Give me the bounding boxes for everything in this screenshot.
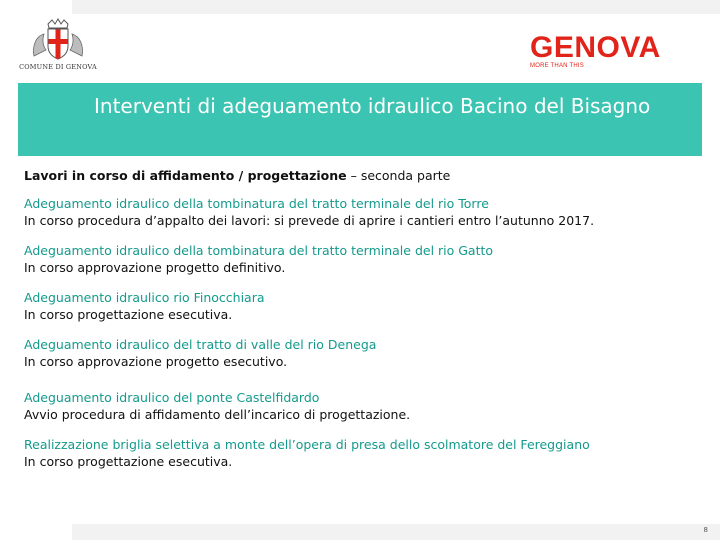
item-status: Avvio procedura di affidamento dell’incarico di progettazione.: [24, 407, 411, 422]
page-number: 8: [703, 526, 708, 534]
item-status: In corso progettazione esecutiva.: [24, 454, 233, 469]
item-status: In corso procedura d’appalto dei lavori: si prevede di aprire i cantieri entro l’autunno 2017.: [24, 213, 595, 228]
title-bar: [18, 83, 702, 156]
item-title: Adeguamento idraulico della tombinatura del tratto terminale del rio Torre: [24, 195, 489, 211]
genova-brand-logo: [530, 31, 702, 74]
section-subtitle: [24, 167, 704, 185]
list-item: [24, 195, 704, 230]
list-item: [24, 436, 704, 471]
item-title: Adeguamento idraulico della tombinatura del tratto terminale del rio Gatto: [24, 242, 494, 258]
subtitle-bold: Lavori in corso di affidamento / progettazione: [24, 168, 347, 183]
subtitle-rest: – seconda parte: [346, 168, 451, 183]
crest-label: COMUNE DI GENOVA: [19, 63, 97, 71]
item-title: Adeguamento idraulico del ponte Castelfidardo: [24, 389, 320, 405]
content-body: [24, 167, 704, 483]
item-status: In corso progettazione esecutiva.: [24, 307, 233, 322]
top-strip: [72, 0, 720, 14]
item-title: Realizzazione briglia selettiva a monte dell’opera di presa dello scolmatore del Fereggiano: [24, 436, 590, 452]
page-title: Interventi di adeguamento idraulico Bacino del Bisagno: [94, 94, 651, 118]
comune-di-genova-logo: [18, 18, 98, 76]
bottom-strip: [72, 524, 720, 540]
brand-word: GENOVA: [530, 31, 661, 64]
list-item: [24, 242, 704, 277]
item-title: Adeguamento idraulico del tratto di valle del rio Denega: [24, 336, 377, 352]
item-status: In corso approvazione progetto esecutivo.: [24, 354, 288, 369]
list-item: [24, 336, 704, 371]
coat-of-arms-icon: [28, 18, 88, 62]
item-title: Adeguamento idraulico rio Finocchiara: [24, 289, 265, 305]
list-item: [24, 389, 704, 424]
list-item: [24, 289, 704, 324]
item-status: In corso approvazione progetto definitivo.: [24, 260, 286, 275]
brand-tagline: MORE THAN THIS: [530, 63, 584, 69]
